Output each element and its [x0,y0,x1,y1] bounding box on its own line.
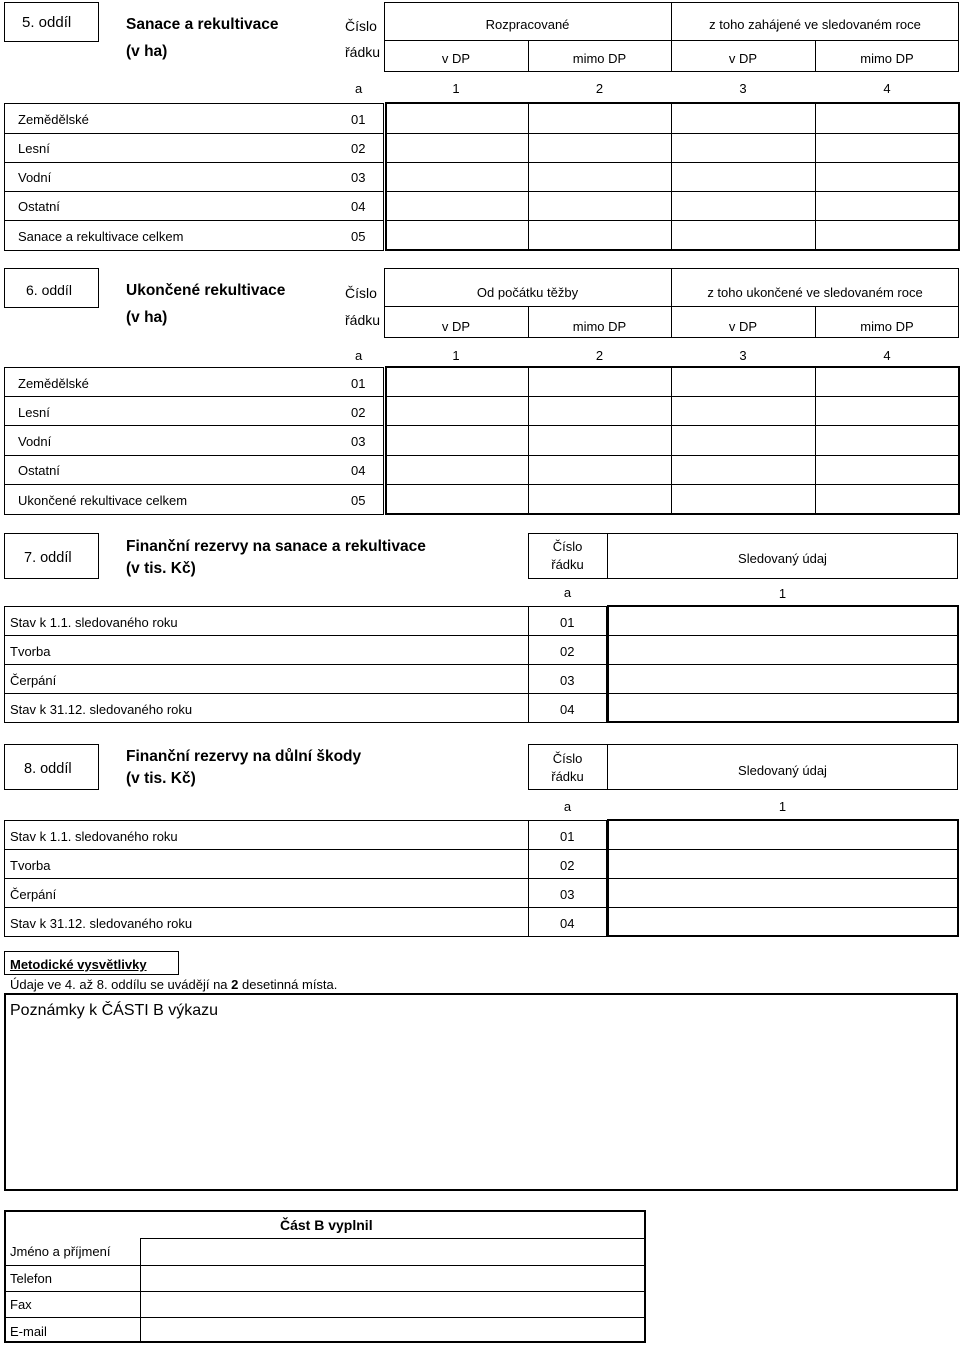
table-row-num: 02 [560,644,575,659]
section-5-colnum-1: 1 [452,81,460,96]
table-row-label: Zemědělské [18,376,89,391]
section-7-col-cislo: Číslo [552,539,583,554]
section-6-colnum-4: 4 [883,348,891,363]
table-row-label: Stav k 31.12. sledovaného roku [10,916,193,931]
section-6-sub-1: v DP [441,319,471,334]
section-5-colnum-4: 4 [883,81,891,96]
table-row-label: Stav k 1.1. sledovaného roku [10,829,178,844]
table-row-label: Zemědělské [18,112,89,127]
signature-email-field[interactable] [142,1319,644,1341]
section-5-colnum-2: 2 [595,81,604,96]
notes-line-suffix: desetinná místa. [238,977,338,992]
section-5-group-1: Rozpracované [485,17,570,32]
table-row-num: 02 [351,405,366,420]
table-row-num: 01 [351,376,366,391]
section-7-title: Finanční rezervy na sanace a rekultivace [126,538,426,555]
section-5-group-2: z toho zahájené ve sledovaném roce [709,17,921,32]
section-5-col-radku: řádku [345,44,381,60]
table-row-num: 03 [351,434,366,449]
section-8-col-cislo: Číslo [552,751,583,766]
table-row-label: Stav k 31.12. sledovaného roku [10,702,193,717]
section-7-label: 7. oddíl [24,550,72,566]
table-row-num: 04 [560,702,575,717]
section-6-label: 6. oddíl [26,282,72,298]
section-6-col-radku: řádku [345,312,381,328]
section-7-colnum-1: 1 [778,586,787,601]
section-8-col-value: Sledovaný údaj [738,763,827,778]
table-row-num: 04 [560,916,575,931]
section-5-col-cislo: Číslo [345,18,377,34]
table-row-num: 03 [560,673,575,688]
section-5-colnum-a: a [355,81,363,96]
section-6-sub-4: mimo DP [860,319,914,334]
section-8-title: Finanční rezervy na důlní škody [126,748,362,765]
section-7-unit: (v tis. Kč) [126,560,196,577]
data-cell[interactable] [387,104,527,132]
signature-phone-field[interactable] [142,1267,644,1290]
table-row-label: Sanace a rekultivace celkem [18,229,184,244]
table-row-label: Vodní [18,434,52,449]
section-5-colnum-3: 3 [739,81,747,96]
table-row-num: 01 [351,112,366,127]
section-7-col-value: Sledovaný údaj [738,551,827,566]
section-6-colnum-1: 1 [452,348,460,363]
notes-line-prefix: Údaje ve 4. až 8. oddílu se uvádějí na [10,977,232,992]
section-8-colnum-a: a [563,799,572,814]
section-7-col-radku: řádku [551,557,584,572]
table-row-num: 02 [560,858,575,873]
notes-line [10,978,337,991]
section-7-colnum-a: a [563,585,572,600]
section-5-sub-1: v DP [441,51,471,66]
signature-field-label-phone: Telefon [10,1271,52,1286]
table-row-label: Vodní [18,170,52,185]
table-row-label: Tvorba [10,858,51,873]
signature-fax-field[interactable] [142,1293,644,1316]
section-6-sub-3: v DP [728,319,758,334]
table-row-label: Ukončené rekultivace celkem [18,493,188,508]
signature-title: Část B vyplnil [280,1217,373,1233]
remarks-box[interactable] [4,993,958,1191]
section-6-colnum-3: 3 [739,348,747,363]
table-row-label: Čerpání [10,673,57,688]
signature-name-field[interactable] [142,1240,644,1264]
table-row-label: Ostatní [18,463,60,478]
table-row-num: 04 [351,199,366,214]
section-6-data-grid [385,366,960,515]
table-row-num: 05 [351,229,366,244]
section-8-unit: (v tis. Kč) [126,770,196,787]
table-row-num: 04 [351,463,366,478]
signature-field-label-name: Jméno a příjmení [10,1244,111,1259]
table-row-num: 03 [351,170,366,185]
notes-heading: Metodické vysvětlivky [10,957,147,972]
signature-field-label-fax: Fax [10,1297,32,1312]
section-5-sub-4: mimo DP [860,51,914,66]
section-6-col-cislo: Číslo [345,285,377,301]
table-row-label: Stav k 1.1. sledovaného roku [10,615,178,630]
table-row-label: Lesní [18,141,50,156]
section-6-colnum-a: a [355,348,363,363]
table-row-num: 01 [560,829,575,844]
section-5-title: Sanace a rekultivace [126,16,279,33]
table-row-label: Ostatní [18,199,60,214]
section-6-sub-2: mimo DP [572,319,627,334]
table-row-num: 01 [560,615,575,630]
signature-field-label-email: E-mail [10,1324,47,1339]
section-5-sub-3: v DP [728,51,758,66]
table-row-label: Lesní [18,405,50,420]
table-row-label: Tvorba [10,644,51,659]
table-row-num: 05 [351,493,366,508]
section-8-label: 8. oddíl [24,761,72,777]
section-6-colnum-2: 2 [595,348,604,363]
section-6-group-2: z toho ukončené ve sledovaném roce [707,285,923,300]
section-6-group-1: Od počátku těžby [476,285,579,300]
section-6-title: Ukončené rekultivace [126,282,286,299]
remarks-label: Poznámky k ČÁSTI B výkazu [10,1002,219,1019]
section-5-label: 5. oddíl [22,14,72,31]
notes-line-bold: 2 [231,977,239,992]
section-6-unit: (v ha) [126,309,168,326]
table-row-num: 02 [351,141,366,156]
section-8-colnum-1: 1 [778,799,787,814]
table-row-label: Čerpání [10,887,57,902]
section-5-unit: (v ha) [126,43,168,60]
table-row-num: 03 [560,887,575,902]
section-5-sub-2: mimo DP [572,51,627,66]
section-8-col-radku: řádku [551,769,584,784]
